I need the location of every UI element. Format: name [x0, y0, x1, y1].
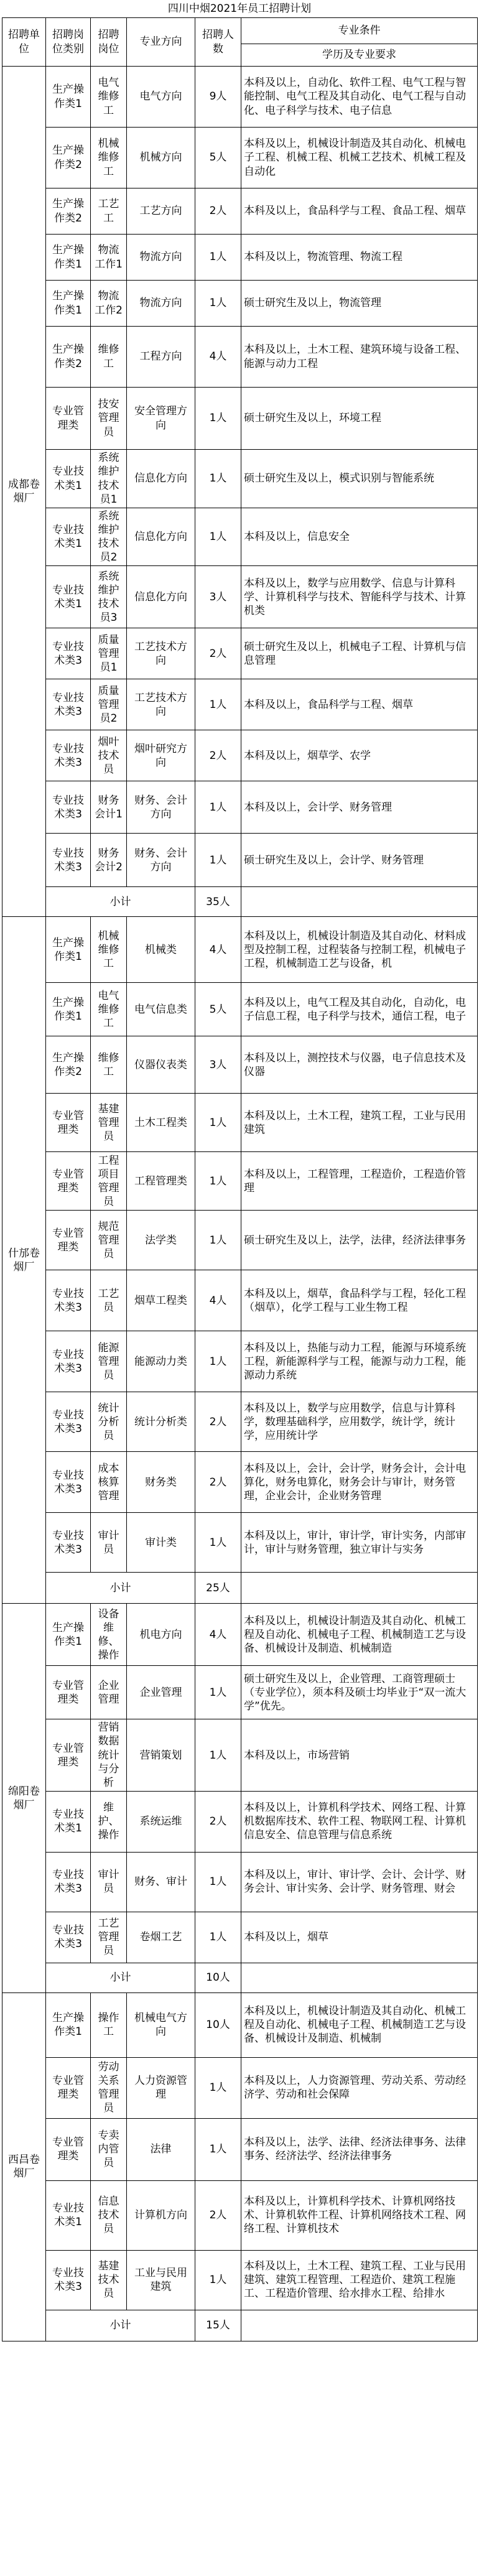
- requirement-cell: 硕士研究生及以上，机械电子工程、计算机与信息管理: [241, 628, 478, 679]
- post-cell: 烟叶技术员: [91, 730, 127, 781]
- post-type-cell: 专业技术类3: [46, 781, 91, 834]
- post-type-cell: 专业技术类3: [46, 1331, 91, 1392]
- post-cell: 物流工作1: [91, 235, 127, 281]
- subtotal-value: 25人: [195, 1573, 241, 1604]
- post-cell: 设备维修、操作: [91, 1604, 127, 1666]
- count-cell: 5人: [195, 983, 241, 1036]
- subtotal-empty-cell: [241, 1573, 478, 1604]
- major-cell: 人力资源管理: [127, 2057, 195, 2118]
- table-row: [2, 781, 478, 834]
- page-title: 四川中烟2021年员工招聘计划: [167, 2, 312, 15]
- post-cell: 系统维护技术员3: [91, 566, 127, 628]
- major-cell: 工艺方向: [127, 188, 195, 235]
- major-cell: 烟叶研究方向: [127, 730, 195, 781]
- post-type-cell: 专业管理类: [46, 1152, 91, 1211]
- count-cell: 2人: [195, 1392, 241, 1452]
- post-type-cell: 生产操作类2: [46, 1036, 91, 1094]
- requirement-cell: 本科及以上，测控技术与仪器，电子信息技术及仪器: [241, 1036, 478, 1094]
- header-post-type: 招聘岗位类别: [46, 18, 91, 67]
- post-cell: 系统维护技术员2: [91, 508, 127, 566]
- post-type-cell: 专业技术类1: [46, 508, 91, 566]
- major-cell: 系统运维: [127, 1791, 195, 1852]
- post-cell: 规范管理员: [91, 1211, 127, 1270]
- post-type-cell: 生产操作类1: [46, 1992, 91, 2057]
- count-cell: 1人: [195, 2250, 241, 2310]
- table-row: [2, 1094, 478, 1152]
- requirement-cell: 本科及以上，烟草，食品科学与工程，轻化工程（烟草），化学工程与工业生物工程: [241, 1270, 478, 1331]
- major-cell: 统计分析类: [127, 1392, 195, 1452]
- major-cell: 电气信息类: [127, 983, 195, 1036]
- count-cell: 3人: [195, 566, 241, 628]
- major-cell: 法律: [127, 2118, 195, 2180]
- post-type-cell: 生产操作类1: [46, 281, 91, 327]
- requirement-cell: 硕士研究生及以上，会计学、财务管理: [241, 834, 478, 887]
- requirement-cell: 本科及以上，计算机科学技术、计算机网络技术、计算机软件工程、计算机网络技术工程、网络工程、计算机技术: [241, 2180, 478, 2250]
- requirement-cell: 本科及以上，工程管理，工程造价，工程造价管理: [241, 1152, 478, 1211]
- header-post: 招聘岗位: [91, 18, 127, 67]
- requirement-cell: 本科及以上，数学与应用数学、信息与计算科学、计算机科学与技术、智能科学与技术、计算机类: [241, 566, 478, 628]
- subtotal-empty-cell: [241, 1963, 478, 1992]
- requirement-cell: 本科及以上，审计、审计学、会计、会计学、财务会计、审计实务、会计学、财务管理、财会: [241, 1852, 478, 1912]
- post-cell: 维修工: [91, 1036, 127, 1094]
- post-type-cell: 生产操作类1: [46, 983, 91, 1036]
- requirement-cell: 本科及以上，土木工程，建筑工程，工业与民用建筑: [241, 1094, 478, 1152]
- post-cell: 财务会计2: [91, 834, 127, 887]
- post-cell: 操作工: [91, 1992, 127, 2057]
- post-type-cell: 生产操作类2: [46, 188, 91, 235]
- header-count: 招聘人数: [195, 18, 241, 67]
- table-row: [2, 2250, 478, 2310]
- subtotal-label: 小计: [46, 887, 195, 917]
- post-cell: 工艺工: [91, 188, 127, 235]
- requirement-cell: 硕士研究生及以上，法学，法律，经济法律事务: [241, 1211, 478, 1270]
- table-row: [2, 1452, 478, 1513]
- post-type-cell: 专业技术类3: [46, 1912, 91, 1963]
- requirement-cell: 本科及以上，市场营销: [241, 1719, 478, 1791]
- post-cell: 系统维护技术员1: [91, 450, 127, 508]
- count-cell: 9人: [195, 67, 241, 128]
- post-cell: 财务会计1: [91, 781, 127, 834]
- subtotal-empty-cell: [241, 887, 478, 917]
- count-cell: 2人: [195, 1791, 241, 1852]
- count-cell: 1人: [195, 508, 241, 566]
- table-row: [2, 1152, 478, 1211]
- major-cell: 信息化方向: [127, 566, 195, 628]
- requirement-cell: 本科及以上，人力资源管理、劳动关系、劳动经济学、劳动和社会保障: [241, 2057, 478, 2118]
- post-type-cell: 专业技术类1: [46, 2180, 91, 2250]
- count-cell: 1人: [195, 679, 241, 730]
- count-cell: 1人: [195, 1331, 241, 1392]
- count-cell: 1人: [195, 1513, 241, 1573]
- count-cell: 2人: [195, 730, 241, 781]
- major-cell: 物流方向: [127, 281, 195, 327]
- major-cell: 工艺技术方向: [127, 679, 195, 730]
- major-cell: 计算机方向: [127, 2180, 195, 2250]
- requirement-cell: 本科及以上，数学与应用数学，信息与计算科学，数理基础科学，应用数学，统计学，统计学，应用统计学: [241, 1392, 478, 1452]
- count-cell: 3人: [195, 1036, 241, 1094]
- table-row: [2, 1992, 478, 2057]
- header-unit: 招聘单位: [2, 18, 46, 67]
- requirement-cell: 硕士研究生及以上，企业管理、工商管理硕士（专业学位），须本科及硕士均毕业于“双一流大学”优先。: [241, 1666, 478, 1719]
- major-cell: 土木工程类: [127, 1094, 195, 1152]
- subtotal-row: [2, 1573, 478, 1604]
- post-type-cell: 专业技术类3: [46, 1270, 91, 1331]
- table-row: [2, 1392, 478, 1452]
- requirement-cell: 本科及以上，物流管理、物流工程: [241, 235, 478, 281]
- post-type-cell: 专业技术类3: [46, 1392, 91, 1452]
- post-type-cell: 专业管理类: [46, 1094, 91, 1152]
- table-row: [2, 679, 478, 730]
- major-cell: 法学类: [127, 1211, 195, 1270]
- post-cell: 能源管理员: [91, 1331, 127, 1392]
- requirement-cell: 硕士研究生及以上，物流管理: [241, 281, 478, 327]
- post-cell: 物流工作2: [91, 281, 127, 327]
- major-cell: 财务、会计方向: [127, 781, 195, 834]
- requirement-cell: 本科及以上，烟草: [241, 1912, 478, 1963]
- table-row: [2, 2057, 478, 2118]
- requirement-cell: 本科及以上，食品科学与工程、食品工程、烟草: [241, 188, 478, 235]
- count-cell: 1人: [195, 235, 241, 281]
- post-type-cell: 专业技术类3: [46, 679, 91, 730]
- table-row: [2, 1912, 478, 1963]
- subtotal-empty-cell: [241, 2310, 478, 2341]
- major-cell: 机械方向: [127, 128, 195, 188]
- subtotal-label: 小计: [46, 2310, 195, 2341]
- count-cell: 10人: [195, 1992, 241, 2057]
- subtotal-label: 小计: [46, 1963, 195, 1992]
- major-cell: 工程方向: [127, 327, 195, 388]
- count-cell: 4人: [195, 1270, 241, 1331]
- major-cell: 机电方向: [127, 1604, 195, 1666]
- post-cell: 营销数据统计与分析: [91, 1719, 127, 1791]
- requirement-cell: 本科及以上，信息安全: [241, 508, 478, 566]
- post-cell: 电气维修工: [91, 67, 127, 128]
- post-cell: 维护、操作: [91, 1791, 127, 1852]
- post-type-cell: 生产操作类1: [46, 917, 91, 983]
- requirement-cell: 本科及以上，食品科学与工程、烟草: [241, 679, 478, 730]
- unit-cell: 绵阳卷烟厂: [2, 1604, 46, 1992]
- table-row: [2, 1270, 478, 1331]
- subtotal-value: 35人: [195, 887, 241, 917]
- recruitment-table: [2, 17, 478, 2341]
- table-row: [2, 1036, 478, 1094]
- count-cell: 2人: [195, 2180, 241, 2250]
- post-cell: 机械维修工: [91, 917, 127, 983]
- post-type-cell: 专业技术类1: [46, 450, 91, 508]
- unit-cell: 西昌卷烟厂: [2, 1992, 46, 2341]
- unit-cell: 成都卷烟厂: [2, 67, 46, 917]
- post-cell: 工艺员: [91, 1270, 127, 1331]
- table-row: [2, 67, 478, 128]
- post-cell: 质量管理员2: [91, 679, 127, 730]
- requirement-cell: 本科及以上，会计学、财务管理: [241, 781, 478, 834]
- table-row: [2, 1791, 478, 1852]
- count-cell: 1人: [195, 450, 241, 508]
- count-cell: 1人: [195, 1912, 241, 1963]
- table-row: [2, 188, 478, 235]
- table-row: [2, 281, 478, 327]
- count-cell: 1人: [195, 2118, 241, 2180]
- requirement-cell: 本科及以上，机械设计制造及其自动化、材料成型及控制工程，过程装备与控制工程，机械电子工程，机械制造工艺与设备，机: [241, 917, 478, 983]
- post-type-cell: 专业技术类3: [46, 730, 91, 781]
- count-cell: 1人: [195, 281, 241, 327]
- post-cell: 审计员: [91, 1513, 127, 1573]
- count-cell: 2人: [195, 188, 241, 235]
- requirement-cell: 本科及以上，热能与动力工程，能源与环境系统工程，新能源科学与工程，能源与动力工程，能源动力系统: [241, 1331, 478, 1392]
- table-row: [2, 566, 478, 628]
- table-row: [2, 2118, 478, 2180]
- table-row: [2, 1666, 478, 1719]
- post-type-cell: 生产操作类2: [46, 128, 91, 188]
- header-conditions-sub: 学历及专业要求: [241, 44, 478, 67]
- major-cell: 信息化方向: [127, 450, 195, 508]
- major-cell: 机械电气方向: [127, 1992, 195, 2057]
- table-row: [2, 834, 478, 887]
- table-row: [2, 128, 478, 188]
- table-row: [2, 1513, 478, 1573]
- requirement-cell: 本科及以上，土木工程、建筑工程、工业与民用建筑、建筑工程管理、工程造价、建筑工程施工、工程造价管理、给水排水工程、给排水: [241, 2250, 478, 2310]
- post-type-cell: 专业技术类3: [46, 1513, 91, 1573]
- post-type-cell: 专业技术类1: [46, 1791, 91, 1852]
- post-type-cell: 专业管理类: [46, 388, 91, 450]
- table-row: [2, 730, 478, 781]
- requirement-cell: 本科及以上，土木工程、建筑环境与设备工程、能源与动力工程: [241, 327, 478, 388]
- major-cell: 营销策划: [127, 1719, 195, 1791]
- table-body: [2, 67, 478, 2341]
- major-cell: 工艺技术方向: [127, 628, 195, 679]
- post-type-cell: 专业技术类3: [46, 2250, 91, 2310]
- post-cell: 基建管理员: [91, 1094, 127, 1152]
- post-cell: 质量管理员1: [91, 628, 127, 679]
- post-cell: 机械维修工: [91, 128, 127, 188]
- requirement-cell: 本科及以上，法学、法律、经济法律事务、法律事务、经济法学、经济法律事务: [241, 2118, 478, 2180]
- major-cell: 仪器仪表类: [127, 1036, 195, 1094]
- post-cell: 成本核算管理: [91, 1452, 127, 1513]
- post-type-cell: 生产操作类1: [46, 67, 91, 128]
- requirement-cell: 本科及以上，机械设计制造及其自动化、机械工程及自动化、机械电子工程、机械制造工艺与设备、机械设计及制造、机械制: [241, 1992, 478, 2057]
- header-major: 专业方向: [127, 18, 195, 67]
- unit-cell: 什邡卷烟厂: [2, 917, 46, 1604]
- post-type-cell: 生产操作类1: [46, 1604, 91, 1666]
- count-cell: 5人: [195, 128, 241, 188]
- subtotal-label: 小计: [46, 1573, 195, 1604]
- requirement-cell: 本科及以上，机械设计制造及其自动化、机械工程及自动化、机械电子工程、机械制造工艺与设备、机械设计及制造、机械制造: [241, 1604, 478, 1666]
- post-cell: 审计员: [91, 1852, 127, 1912]
- post-type-cell: 专业管理类: [46, 1719, 91, 1791]
- count-cell: 4人: [195, 327, 241, 388]
- major-cell: 烟草工程类: [127, 1270, 195, 1331]
- table-row: [2, 1719, 478, 1791]
- major-cell: 财务、审计: [127, 1852, 195, 1912]
- requirement-cell: 本科及以上，会计，会计学，财务会计，会计电算化，财务电算化，财务会计与审计，财务管理，企业会计，企业财务管理: [241, 1452, 478, 1513]
- post-type-cell: 生产操作类1: [46, 235, 91, 281]
- post-type-cell: 专业管理类: [46, 2057, 91, 2118]
- major-cell: 财务类: [127, 1452, 195, 1513]
- count-cell: 2人: [195, 1452, 241, 1513]
- subtotal-row: [2, 1963, 478, 1992]
- major-cell: 工程管理类: [127, 1152, 195, 1211]
- table-row: [2, 2180, 478, 2250]
- post-cell: 技安管理员: [91, 388, 127, 450]
- count-cell: 4人: [195, 917, 241, 983]
- requirement-cell: 本科及以上，审计，审计学，审计实务，内部审计，审计与财务管理，独立审计与实务: [241, 1513, 478, 1573]
- requirement-cell: 本科及以上，计算机科学技术、网络工程、计算机数据库技术、软件工程、物联网工程、计算机信息安全、信息管理与信息系统: [241, 1791, 478, 1852]
- post-type-cell: 专业技术类3: [46, 1852, 91, 1912]
- requirement-cell: 硕士研究生及以上，环境工程: [241, 388, 478, 450]
- count-cell: 1人: [195, 1852, 241, 1912]
- post-cell: 工程项目管理员: [91, 1152, 127, 1211]
- post-cell: 电气维修工: [91, 983, 127, 1036]
- major-cell: 信息化方向: [127, 508, 195, 566]
- major-cell: 审计类: [127, 1513, 195, 1573]
- major-cell: 工业与民用建筑: [127, 2250, 195, 2310]
- post-type-cell: 专业管理类: [46, 1666, 91, 1719]
- major-cell: 机械类: [127, 917, 195, 983]
- count-cell: 1人: [195, 1094, 241, 1152]
- table-row: [2, 235, 478, 281]
- major-cell: 卷烟工艺: [127, 1912, 195, 1963]
- table-row: [2, 1211, 478, 1270]
- post-type-cell: 专业管理类: [46, 2118, 91, 2180]
- post-type-cell: 专业管理类: [46, 1211, 91, 1270]
- requirement-cell: 硕士研究生及以上，模式识别与智能系统: [241, 450, 478, 508]
- post-cell: 工艺管理员: [91, 1912, 127, 1963]
- major-cell: 电气方向: [127, 67, 195, 128]
- table-row: [2, 917, 478, 983]
- table-row: [2, 628, 478, 679]
- major-cell: 安全管理方向: [127, 388, 195, 450]
- post-cell: 企业管理: [91, 1666, 127, 1719]
- subtotal-row: [2, 887, 478, 917]
- post-cell: 专卖内管员: [91, 2118, 127, 2180]
- requirement-cell: 本科及以上，烟草学、农学: [241, 730, 478, 781]
- count-cell: 1人: [195, 1666, 241, 1719]
- table-row: [2, 1852, 478, 1912]
- table-row: [2, 327, 478, 388]
- count-cell: 4人: [195, 1604, 241, 1666]
- subtotal-row: [2, 2310, 478, 2341]
- subtotal-value: 15人: [195, 2310, 241, 2341]
- post-type-cell: 生产操作类2: [46, 327, 91, 388]
- count-cell: 1人: [195, 388, 241, 450]
- count-cell: 1人: [195, 1211, 241, 1270]
- count-cell: 1人: [195, 834, 241, 887]
- requirement-cell: 本科及以上，自动化、软件工程、电气工程与智能控制、电气工程及其自动化、电气工程与自动化、电子科学与技术、电子信息: [241, 67, 478, 128]
- major-cell: 财务、会计方向: [127, 834, 195, 887]
- count-cell: 1人: [195, 1152, 241, 1211]
- major-cell: 企业管理: [127, 1666, 195, 1719]
- subtotal-value: 10人: [195, 1963, 241, 1992]
- table-row: [2, 388, 478, 450]
- table-row: [2, 983, 478, 1036]
- requirement-cell: 本科及以上，电气工程及其自动化，自动化，电子信息工程，电子科学与技术，通信工程，电子: [241, 983, 478, 1036]
- post-cell: 维修工: [91, 327, 127, 388]
- post-type-cell: 专业技术类3: [46, 1452, 91, 1513]
- table-row: [2, 450, 478, 508]
- count-cell: 1人: [195, 781, 241, 834]
- count-cell: 1人: [195, 1719, 241, 1791]
- post-cell: 基建技术员: [91, 2250, 127, 2310]
- table-row: [2, 508, 478, 566]
- major-cell: 物流方向: [127, 235, 195, 281]
- post-cell: 统计分析员: [91, 1392, 127, 1452]
- post-type-cell: 专业技术类3: [46, 834, 91, 887]
- post-cell: 信息技术员: [91, 2180, 127, 2250]
- header-conditions: 专业条件: [241, 18, 478, 44]
- count-cell: 1人: [195, 2057, 241, 2118]
- post-type-cell: 专业技术类3: [46, 628, 91, 679]
- table-row: [2, 1604, 478, 1666]
- major-cell: 能源动力类: [127, 1331, 195, 1392]
- requirement-cell: 本科及以上，机械设计制造及其自动化、机械电子工程、机械工程、机械工艺技术、机械工程及自动化: [241, 128, 478, 188]
- post-cell: 劳动关系管理员: [91, 2057, 127, 2118]
- post-type-cell: 专业技术类1: [46, 566, 91, 628]
- table-row: [2, 1331, 478, 1392]
- count-cell: 2人: [195, 628, 241, 679]
